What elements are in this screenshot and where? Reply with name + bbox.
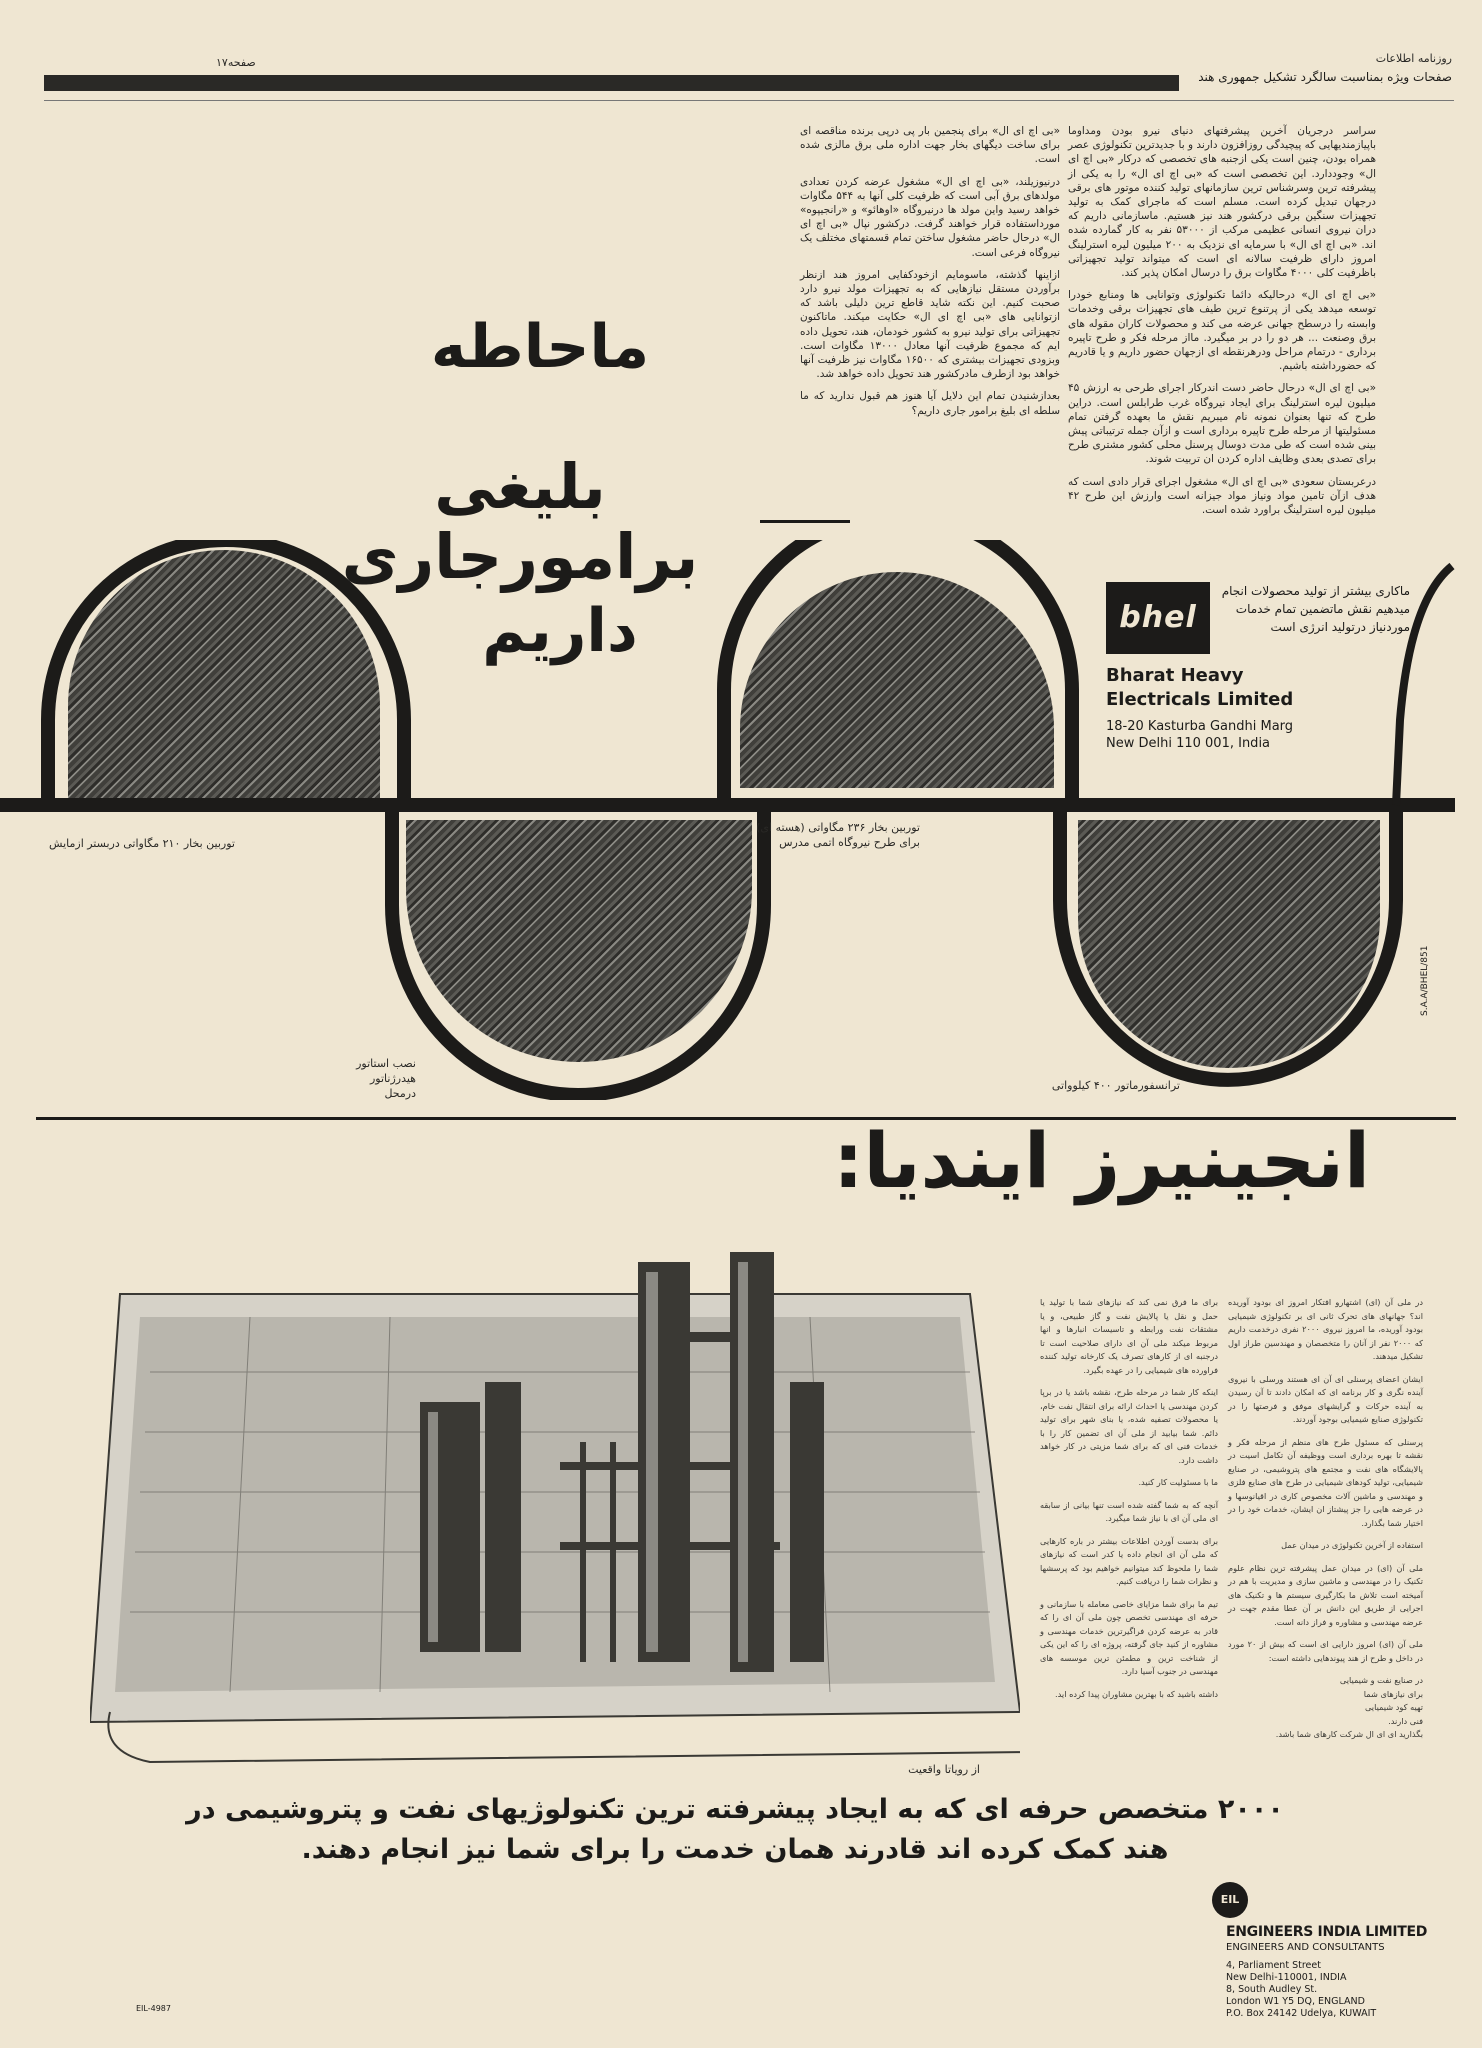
eil-list-line: بگذارید ای ای ال شرکت کارهای شما باشد. bbox=[1275, 1729, 1423, 1739]
eil-blueprint-illustration bbox=[90, 1222, 1020, 1768]
bhel-company-line1: Bharat Heavy bbox=[1106, 665, 1244, 686]
eil-address-line: 4, Parliament Street bbox=[1226, 1960, 1321, 1971]
eil-headline: انجینیرز ایندیا: bbox=[833, 1116, 1370, 1205]
eil-paragraph: ملی آن (ای) در میدان عمل پیشرفته ترین نظام علوم تکنیک را در مهندسی و ماشین سازی و مدیریت با هم در آمیخته است تلاش ما بکارگیری سیستم ها و تکنیک های اجرایی از طریق این دانش بر آن عطا مقدم جهت در عرضه مهندسی و مشاوره و فراز دانه است. bbox=[1228, 1562, 1423, 1627]
bhel-paragraph: بعدازشنیدن تمام این دلایل آیا هنوز هم قبول ندارید که ما سلطه ای بلیغ برامور جاری داریم؟ bbox=[800, 390, 1060, 417]
eil-paragraph: ایشان اعضای پرسنلی ای آن ای هستند ورسلی با نیروی آینده نگری و کار برنامه ای که امکان دادند تا آن رسیدن به آینده حرکات و گرایشهای موفق و فرصتها را در تکنولوژی صنایع شیمیایی بوجود آوردند. bbox=[1228, 1373, 1423, 1424]
eil-list-line: تهیه کود شیمیایی bbox=[1364, 1702, 1423, 1712]
bhel-headline-line1: ماحاطه bbox=[430, 312, 650, 382]
eil-tagline bbox=[150, 1790, 1320, 1870]
eil-body-left bbox=[1040, 1296, 1218, 1710]
transformer-caption: ترانسفورماتور ۴۰۰ کیلوواتی bbox=[1051, 1079, 1180, 1092]
eil-tagline-line2: هند کمک کرده اند قادرند همان خدمت را برای شما نیز انجام دهند. bbox=[301, 1834, 1169, 1865]
eil-company-name: ENGINEERS INDIA LIMITED bbox=[1226, 1924, 1428, 1940]
bhel-headline-line3: داریم bbox=[482, 596, 638, 666]
eil-paragraph: استفاده از آخرین تکنولوژی در میدان عمل bbox=[1281, 1540, 1423, 1550]
eil-paragraph: ما با مسئولیت کار کنید. bbox=[1138, 1477, 1218, 1487]
eil-paragraph: داشته باشید که با بهترین مشاوران پیدا کرده اید. bbox=[1055, 1688, 1218, 1699]
eil-list-line: فنی دارند. bbox=[1388, 1715, 1423, 1726]
eil-tagline-line1: ۲۰۰۰ متخصص حرفه ای که به ایجاد پیشرفته ترین تکنولوژیهای نفت و پتروشیمی در bbox=[186, 1794, 1284, 1825]
eil-address-line: P.O. Box 24142 Udelya, KUWAIT bbox=[1226, 2008, 1377, 2019]
eil-list-line: در صنایع نفت و شیمیایی bbox=[1339, 1675, 1423, 1685]
eil-paragraph: آنچه که به شما گفته شده است تنها بیانی از سابقه ای ملی آن ای با نیاز شما میگیرد. bbox=[1040, 1499, 1218, 1523]
bhel-paragraph: درنیوزیلند، «بی اچ ای ال» مشغول عرضه کردن تعدادی مولدهای برق آبی است که ظرفیت کلی آنها به ۵۴۴ مگاوات خواهد رسید واین مولد ها درنیروگاه «اوهائو» و «رانجیپوه» مورداستفاده قرار خواهند گرفت. درکشور نپال «بی اچ ای ال» درحال حاضر مشغول ساختن تمام قسمتهای مختلف یک نیروگاه فرعی است. bbox=[800, 175, 1060, 259]
eil-company-sub: ENGINEERS AND CONSULTANTS bbox=[1226, 1942, 1385, 1953]
eil-logo: EIL bbox=[1212, 1882, 1248, 1918]
eil-address-line: London W1 Y5 DQ, ENGLAND bbox=[1226, 1996, 1365, 2007]
bhel-address-line2: New Delhi 110 001, India bbox=[1106, 736, 1271, 751]
eil-ref-code: EIL-4987 bbox=[136, 2004, 171, 2013]
bhel-paragraph: «بی اچ ای ال» درحال حاضر دست اندرکار اجرای طرحی به ارزش ۴۵ میلیون لیره استرلینگ برای ایجاد نیروگاه غرب طرابلس است. دراین طرح که تنها بعنوان نمونه نام میبریم نقش ما بعهده گرفتن تمام مسئولیتها از مرحله طرح تاپیره برداری است و ازآن جمله ترتیباتی پیش بینی شده است که طی مدت دوسال پرسنل محلی کشور مشتری طرح برای تصدی بعدی وظایف اداره کردن ان تربیت شوند. bbox=[1068, 382, 1376, 466]
eil-body-right bbox=[1228, 1296, 1423, 1742]
eil-address-line: New Delhi-110001, INDIA bbox=[1226, 1972, 1347, 1983]
turbine-210-caption: توربین بخار ۲۱۰ مگاواتی دربستر ازمایش bbox=[49, 837, 235, 850]
bhel-address-line1: 18-20 Kasturba Gandhi Marg bbox=[1106, 719, 1294, 734]
eil-paragraph: پرسنلی که مسئول طرح های منظم از مرحله فکر و نقشه تا بهره برداری است ووظیفه آن تکامل اسیت در پالایشگاه های نفت و مجتمع های پتروشیمی، در صنایع شیمیایی، تولید کودهای شیمیایی در طرح های صنایع فلزی و مهندسی و ماشین آلات مخصوص کاری در اقیانوسها و در عرضه هایی را جز پیشتاز ان ایشان، خدمات خود را در اختیار شما بگذارد. bbox=[1228, 1436, 1423, 1528]
eil-paragraph: در ملی آن (ای) اشتهارو افتکار امروز ای بودود آوریده اند؟ جهانهای های تحرک ثانی ای بر تکنولوژی شیمیایی بودود آوریده، ما امروز نیروی ۲۰۰۰ نفری درخدمت داریم که ۲۰۰۰ نفر از آنان را متخصصان و مهندسین طراز اول تشکیل میدهند. bbox=[1228, 1297, 1423, 1361]
eil-paragraph: برای ما فرق نمی کند که نیازهای شما با تولید یا حمل و نقل یا پالایش نفت و گاز طبیعی، و یا مشتقات نفت ورابطه و تاسیسات انبارها و انها مربوط میکند ملی آن ای دارای صلاحیت است تا درجنبه ای از کارهای تصرف یک کارخانه تولید کننده فراورده های شیمیایی را در عهده بگیرد. bbox=[1040, 1297, 1218, 1375]
page-number: صفحه۱۷ bbox=[216, 56, 256, 69]
headline-dash bbox=[760, 520, 850, 523]
eil-address-line: 8, South Audley St. bbox=[1226, 1984, 1318, 1995]
bhel-address bbox=[1106, 718, 1293, 752]
stator-caption: نصب استاتور هیدرژناتور درمحل bbox=[356, 1057, 416, 1100]
masthead-rule bbox=[44, 75, 1179, 91]
eil-list-line: برای نیازهای شما bbox=[1363, 1688, 1423, 1699]
bhel-body-right bbox=[1068, 124, 1376, 525]
eil-addresses bbox=[1226, 1960, 1376, 2020]
bhel-logo: bhel bbox=[1106, 582, 1210, 654]
section-title: صفحات ویژه بمناسبت سالگرد تشکیل جمهوری هند bbox=[1198, 70, 1452, 84]
bhel-body-left bbox=[800, 124, 1060, 426]
bhel-side-code: S.A.A/BHEL/851 bbox=[1420, 945, 1430, 1016]
eil-paragraph: اینکه کار شما در مرحله طرح، نقشه باشد یا در برپا کردن مهندسی یا احداث ارائه برای انتقال نفت خام، یا محصولات تصفیه شده، یا بنای شهر برای تولید دائم. شما بیابید از ملی آن ای تضمین کار را با خدمات فنی ای که برای شما مزیتی در کار خواهد داشت دارد. bbox=[1040, 1387, 1218, 1465]
bhel-tagline: ماکاری بیشتر از تولید محصولات انجام میدهیم نقش ماتضمین تمام خدمات موردنیاز درتولید انرژی است bbox=[1221, 584, 1410, 634]
bhel-headline-line2: بلیغی برامورجاری bbox=[341, 450, 699, 593]
masthead-hairline bbox=[44, 100, 1454, 101]
turbine-236-caption: توربین بخار ۲۳۶ مگاواتی (هسته ای) برای طرح نیروگاه اتمی مدرس bbox=[756, 821, 920, 849]
eil-paragraph: تیم ما برای شما مزایای خاصی معامله با سازمانی و حرفه ای مهندسی تخصص چون ملی آن ای را که قادر به عرضه کردن فراگیرترین خدمات مهندسی و مشاوره از کنید جای گرفته، پروژه ای را که این یکی از شناخت ترین و مطمئن ترین موسسه های مهندسی در جنوب آسیا دارد. bbox=[1040, 1598, 1218, 1676]
bhel-company-name bbox=[1106, 664, 1293, 712]
bhel-paragraph: «بی اچ ای ال» درحالیکه دائما تکنولوژی وتوانایی ها ومنابع خودرا توسعه میدهد یکی از پرتنوع ترین طیف های تجهیزات برقی وخدمات وابسته را درسطح جهانی عرضه می کند و محصولات کاران مقوله های برق وصنعت ... هر دو را در بر میگیرد. مااز مرحله فکر و طرح تاپیره برداری - درتمام مراحل ودرهرنقطه ای ازجهان حضور داریم و یا قادریم که حضورداشته باشیم. bbox=[1068, 289, 1376, 373]
newspaper-name: روزنامه اطلاعات bbox=[1375, 52, 1452, 65]
eil-paragraph: ملی آن (ای) امروز دارایی ای است که بیش از ۲۰ مورد در داخل و طرح از هند پیوندهایی داشته است: bbox=[1228, 1639, 1423, 1663]
eil-paragraph: برای بدست آوردن اطلاعات بیشتر در باره کارهایی که ملی آن ای انجام داده یا کدر است که نیازهای شما را ملحوظ کند میتوانیم خواهیم بود که پرسشها و نظرات شما را دریافت کنیم. bbox=[1040, 1535, 1218, 1586]
bhel-company-line2: Electricals Limited bbox=[1106, 689, 1294, 710]
eil-image-caption: از رویاتا واقعیت bbox=[908, 1763, 980, 1776]
bhel-paragraph: درعربستان سعودی «بی اچ ای ال» مشغول اجرای قرار دادی است که هدف ازآن تامین مواد ونیاز مواد جیزانه است وارزش این طرح ۴۲ میلیون لیره استرلینگ براورد شده است. bbox=[1068, 475, 1376, 517]
bhel-paragraph: ازاینها گذشته، ماسومایم ازخودکفایی امروز هند ازنظر برآوردن مستقل نیازهایی که به تجهیزات مولد نیرو دارد صحبت کنیم. این نکته شاید قاطع ترین دلیلی باشد که ازتوانایی های «بی اچ ای ال» حکایت میکند. ماتاکنون تجهیزاتی برای تولید نیرو به کشور خودمان، هند، تحویل داده ایم که مجموع ظرفیت آنها معادل ۱۳۰۰۰ مگاوات است. وبزودی تجهیزات بیشتری که ۱۶۵۰۰ مگاوات نیز ظرفیت آنها خواهد بود ازطرف مادرکشور هند تحویل داده خواهد شد. bbox=[800, 268, 1060, 381]
bhel-paragraph: «بی اچ ای ال» برای پنجمین بار پی درپی برنده مناقصه ای برای ساخت دیگهای بخار جهت اداره ملی برق مالزی شده است. bbox=[800, 125, 1060, 166]
bhel-paragraph: سراسر درجریان آخرین پیشرفتهای دنیای نیرو بودن ومداوما باپیازمندیهایی که پیچیدگی روزافزون دارند و با جدیدترین تکنولوژی عصر همراه بودن، چنین است یکی ازجنبه های تخصصی که درکار «بی اچ ای ال» وجوددارد. این تخصصی است که «بی اچ ای ال» را به یکی از پیشرفته ترین وسرشناس ترین سازمانهای تولید کننده موتور های برقی درجهان تبدیل کرده است. مسلم است که ماجرای کمک به تولید تجهیزات سنگین برقی درکشور هند نیز هستیم. ماسازمانی داریم که دران نیروی انسانی عظیمی مرکب از ۵۳۰۰۰ نفر به کار گمارده شده اند. «بی اچ ای ال» با سرمایه ای نزدیک به ۲۰۰ میلیون لیره استرلینگ امروز دارای ظرفیت سالانه ای است که میتواند تولید تجهیزاتی باظرفیت کلی ۴۰۰۰ مگاوات برق را درسال امکان پذیر کند. bbox=[1068, 125, 1377, 280]
